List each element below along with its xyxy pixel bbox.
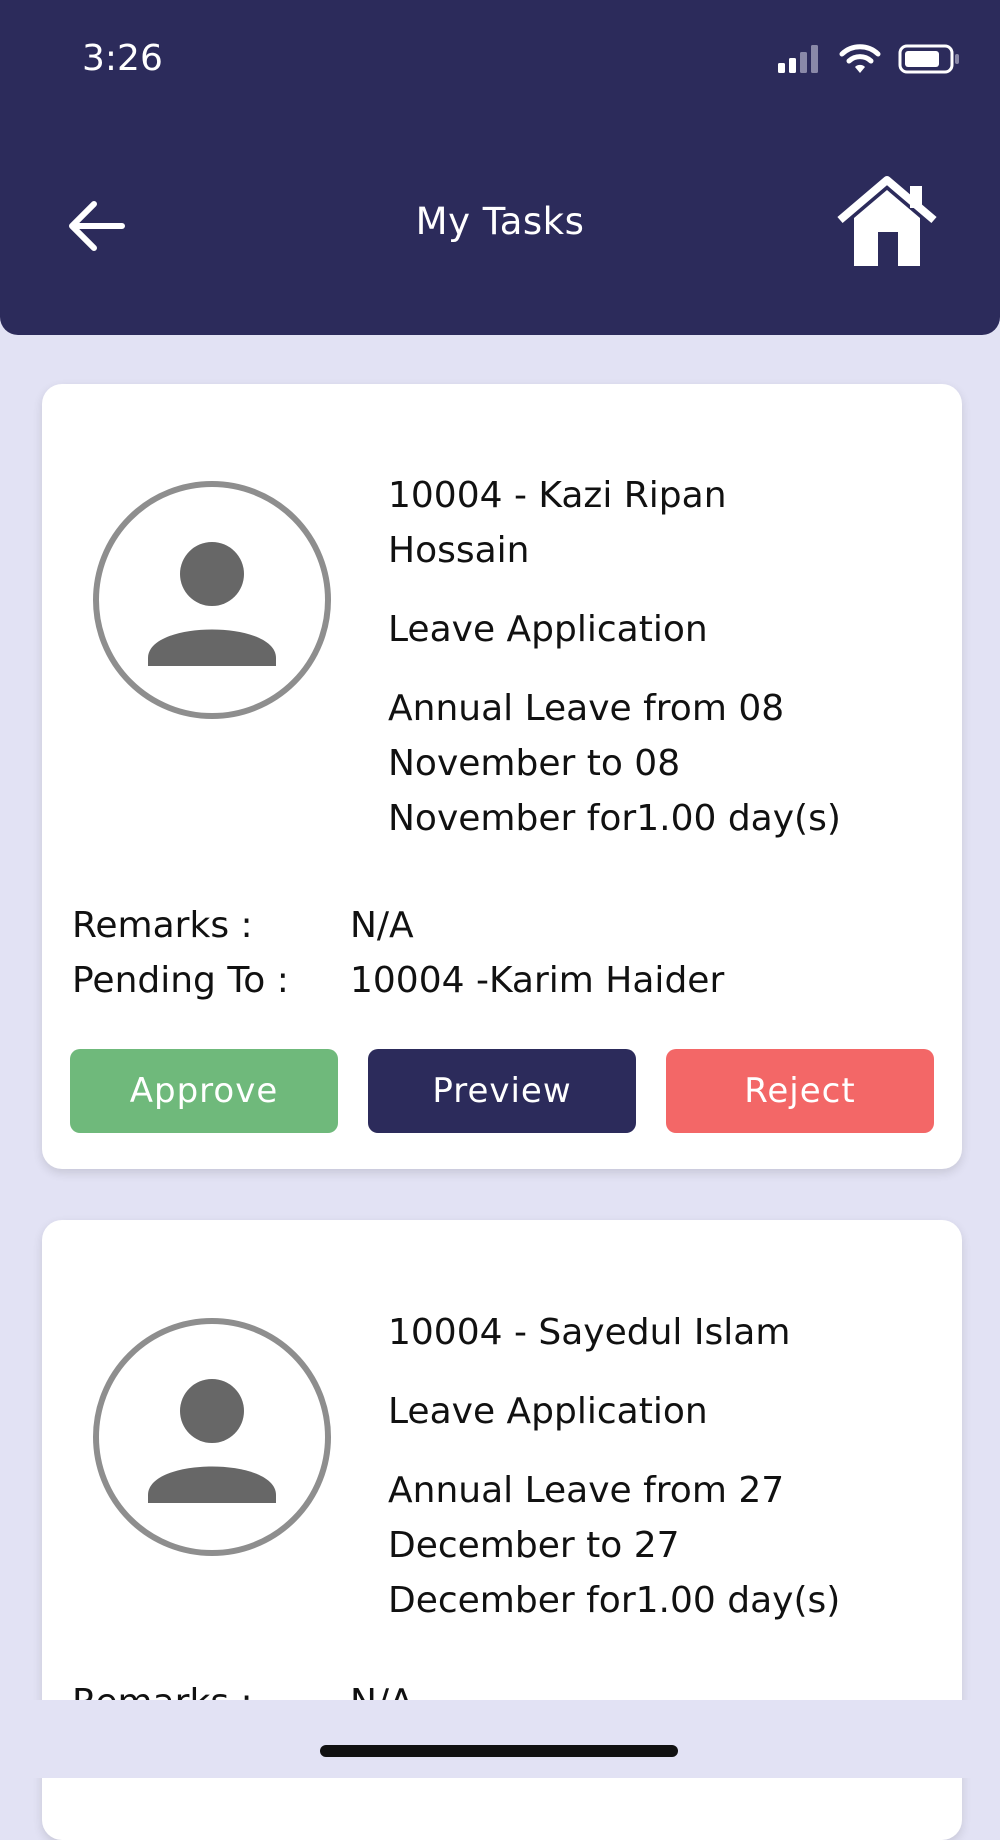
- task-list[interactable]: [0, 335, 1000, 1700]
- leave-detail: Annual Leave from 27 December to 27 December for1.00 day(s): [388, 1470, 841, 1621]
- home-button[interactable]: [832, 172, 942, 272]
- remarks-label: Remarks :: [72, 905, 253, 946]
- approve-button[interactable]: Approve: [70, 1049, 338, 1133]
- home-icon: [832, 172, 942, 272]
- task-info: [388, 468, 908, 846]
- user-avatar-icon: [92, 480, 332, 720]
- cellular-signal-icon: [778, 45, 822, 73]
- employee-name: 10004 - Sayedul Islam: [388, 1312, 791, 1353]
- preview-button[interactable]: Preview: [368, 1049, 636, 1133]
- reject-button[interactable]: Reject: [666, 1049, 934, 1133]
- task-type: Leave Application: [388, 1391, 708, 1432]
- bottom-safe-area: [0, 1700, 1000, 1778]
- wifi-icon: [840, 44, 880, 74]
- task-card: [42, 384, 962, 1169]
- task-type: Leave Application: [388, 609, 708, 650]
- pending-row: [72, 953, 724, 1008]
- remarks-row: [72, 898, 724, 953]
- status-icons: [778, 44, 960, 74]
- task-actions: [70, 1049, 934, 1133]
- task-meta: [72, 898, 724, 1008]
- home-indicator[interactable]: [320, 1745, 678, 1757]
- status-time: 3:26: [82, 38, 163, 79]
- employee-name: 10004 - Kazi Ripan Hossain: [388, 475, 727, 571]
- leave-detail: Annual Leave from 08 November to 08 November for1.00 day(s): [388, 688, 841, 839]
- pending-label: Pending To :: [72, 960, 289, 1001]
- task-info: [388, 1305, 908, 1628]
- page-title: My Tasks: [415, 200, 585, 243]
- remarks-value: N/A: [350, 905, 414, 946]
- pending-value: 10004 -Karim Haider: [350, 960, 725, 1001]
- battery-icon: [898, 44, 960, 74]
- user-avatar-icon: [92, 1317, 332, 1557]
- app-header: [0, 0, 1000, 335]
